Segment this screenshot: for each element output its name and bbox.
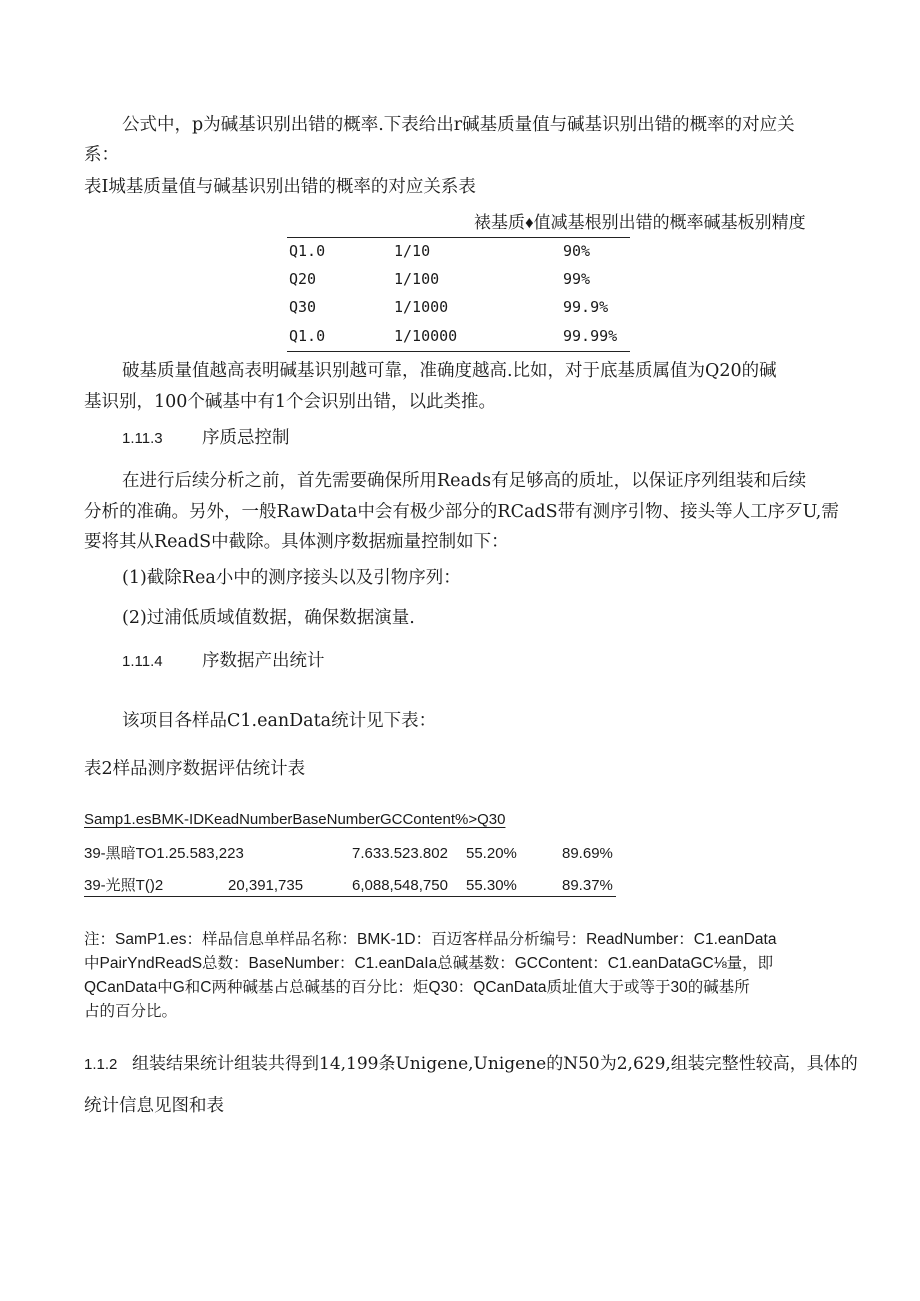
table2-header: Samp1.esBMK-IDKeadNumberBaseNumberGCContent%>Q30	[84, 811, 506, 828]
note-line3: QCanData中G和C两种碱基占总碱基的百分比：炬Q30：QCanData质址值大于或等于30的碱基所	[84, 979, 750, 996]
table2-cell-q30: 89.69%	[562, 845, 613, 862]
section-title: 序质忌控制	[202, 428, 290, 448]
table1-bottom-rule	[287, 351, 630, 352]
table1-cell-acc: 99.9%	[563, 298, 609, 316]
para3-line2: 分析的准确。另外，一般RawData中会有极少部分的RCadS带有测序引物、接头等人工序歹U,需	[84, 502, 839, 522]
table1-cell-acc: 99%	[563, 270, 591, 288]
table1-cell-p: 1/100	[394, 270, 440, 288]
para3-line3: 要将其从ReadS中截除。具体测序数据痂量控制如下：	[84, 532, 509, 552]
para2-line2: 基识别，100个碱基中有1个会识别出错，以此类推。	[84, 392, 497, 412]
note-line1: 注：SamP1.es：样品信息单样品名称：BMK-1D：百迈客样品分析编号：ReadNumber：C1.eanData	[84, 931, 777, 948]
table1-cell-p: 1/1000	[394, 298, 449, 316]
table1-cell-q: Q1.0	[289, 327, 326, 345]
table1-cell-p: 1/10	[394, 242, 431, 260]
section-title: 序数据产出统计	[202, 651, 325, 671]
table1-cell-acc: 90%	[563, 242, 591, 260]
table2-cell-base: 6,088,548,750	[352, 877, 448, 894]
table2-cell-gc: 55.30%	[466, 877, 517, 894]
table2-cell-base: 7.633.523.802	[352, 845, 448, 862]
table2-caption: 表2样品测序数据评估统计表	[84, 759, 306, 779]
table1-cell-q: Q30	[289, 298, 317, 316]
table2-cell-sample: 39-黑暗TO1.25.583,223	[84, 845, 244, 862]
para4: 该项目各样品C1.eanData统计见下表：	[122, 711, 437, 731]
list-item: (1)截除Rea小中的测序接头以及引物序列：	[122, 568, 461, 588]
table1-header: 裱基质♦值减基根别出错的概率碱基板别精度	[474, 213, 806, 232]
table1-cell-acc: 99.99%	[563, 327, 618, 345]
table2-cell-gc: 55.20%	[466, 845, 517, 862]
table2-bottom-rule	[84, 896, 616, 897]
table1-header-rule	[287, 237, 630, 238]
table2-cell-sample: 39-光照T()2	[84, 877, 164, 894]
para1-line1: 公式中，p为碱基识别出错的概率.下表给出r碱基质量值与碱基识别出错的概率的对应关	[122, 115, 795, 135]
table1-caption: 表I城基质量值与碱基识别出错的概率的对应关系表	[84, 177, 476, 197]
section-number: 1.11.3	[122, 430, 163, 447]
table2-cell-reads: 20,391,735	[228, 877, 304, 894]
table1-cell-q: Q1.0	[289, 242, 326, 260]
section-number: 1.1.2	[84, 1056, 118, 1073]
para3-line1: 在进行后续分析之前，首先需要确保所用Reads有足够高的质址，以保证序列组装和后续	[122, 471, 807, 491]
note-line4: 占的百分比。	[84, 1003, 178, 1020]
note-line2: 中PairYndReadS总数：BaseNumber：C1.eanDaIa总碱基数：GCContent：C1.eanDataGC⅛量，即	[84, 955, 774, 972]
para1-line2: 系：	[84, 145, 119, 165]
section-number: 1.11.4	[122, 653, 163, 670]
list-item: (2)过浦低质域值数据，确保数据演量.	[122, 608, 415, 628]
table2-cell-q30: 89.37%	[562, 877, 613, 894]
section-body-line1: 组装结果统计组装共得到14,199条Unigene,Unigene的N50为2,629,组装完整性较高，具体的	[132, 1054, 858, 1074]
table1-cell-p: 1/10000	[394, 327, 458, 345]
table1-cell-q: Q20	[289, 270, 317, 288]
para2-line1: 破基质量值越高表明碱基识别越可靠，准确度越高.比如，对于底基质属值为Q20的碱	[122, 361, 777, 381]
section-body-line2: 统计信息见图和表	[84, 1096, 224, 1116]
